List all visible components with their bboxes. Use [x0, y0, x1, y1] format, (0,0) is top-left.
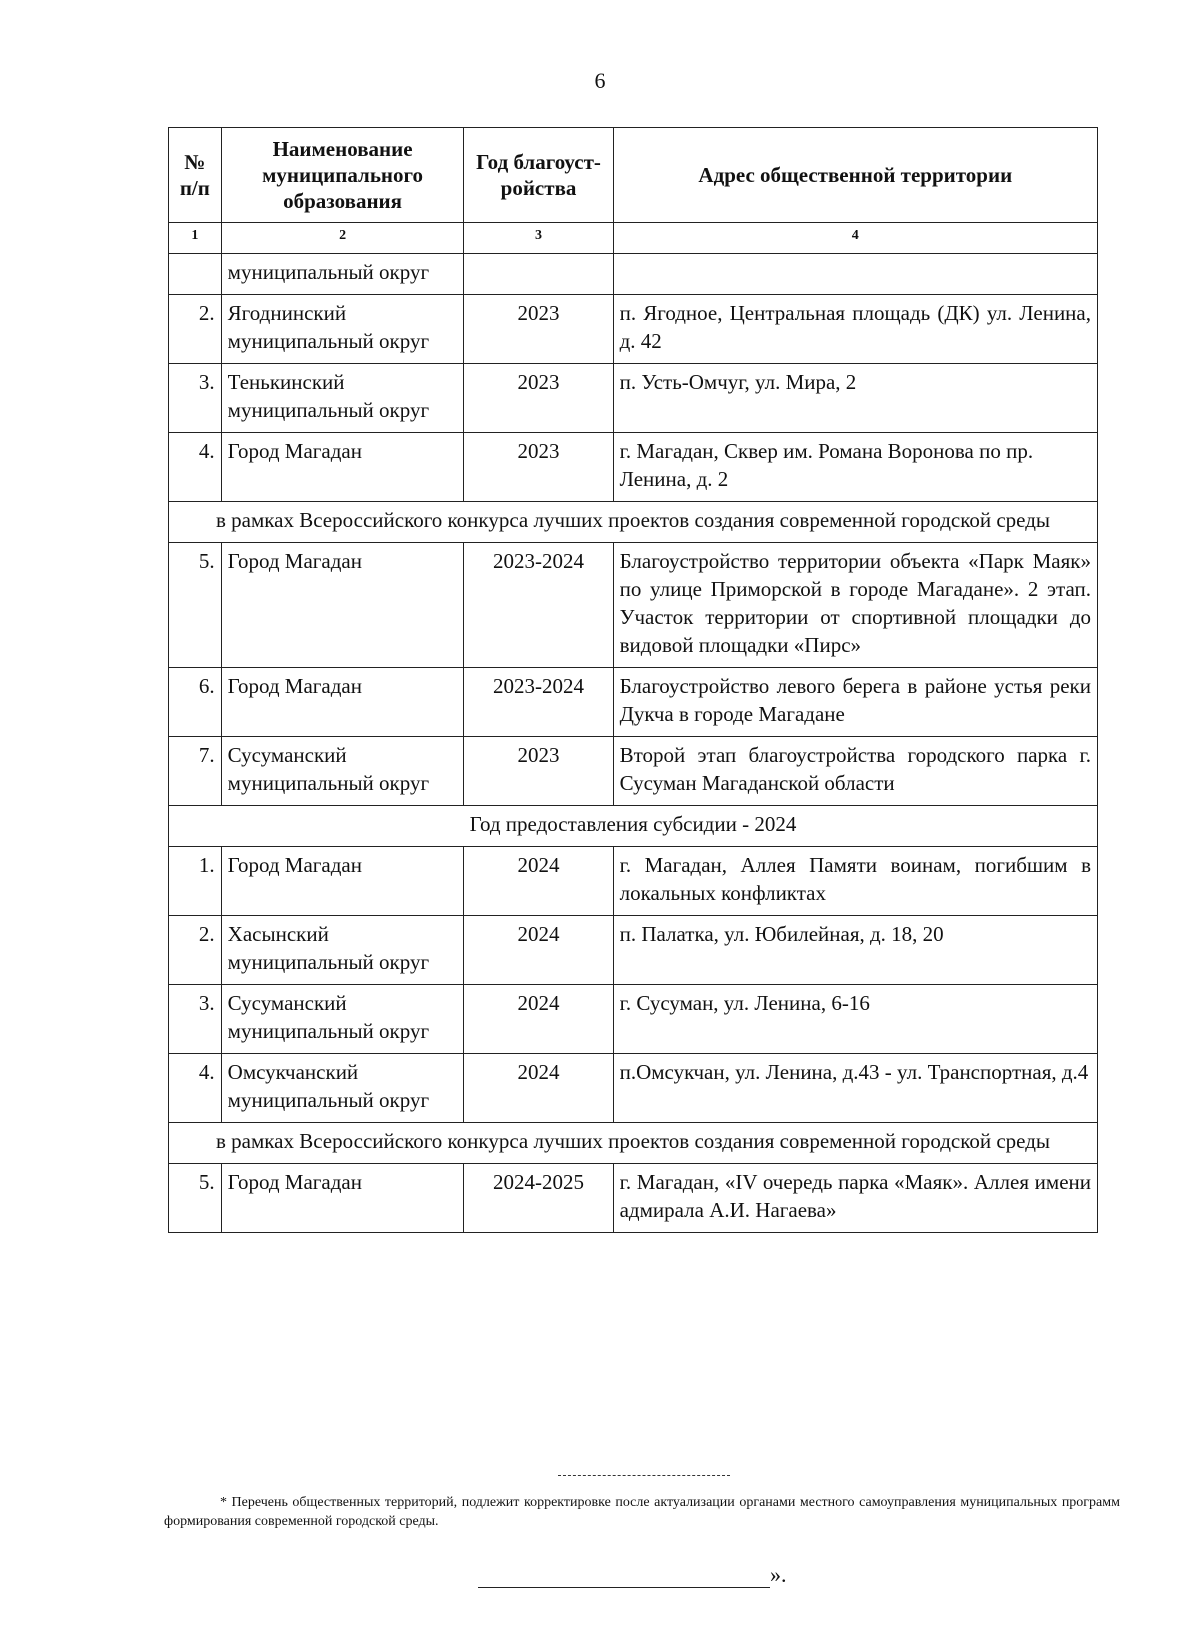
row-municipality: Город Магадан [221, 1164, 464, 1233]
row-number: 2. [169, 916, 222, 985]
row-address: п. Усть-Омчуг, ул. Мира, 2 [613, 364, 1097, 433]
row-number: 6. [169, 668, 222, 737]
row-number: 4. [169, 1054, 222, 1123]
table-row [169, 737, 1098, 806]
row-year [464, 254, 613, 295]
column-index: 1 [169, 223, 222, 254]
row-number: 2. [169, 295, 222, 364]
row-municipality: Сусуманский муниципальный округ [221, 737, 464, 806]
closing-mark [478, 1562, 787, 1588]
header-address: Адрес общественной территории [613, 128, 1097, 223]
row-number: 4. [169, 433, 222, 502]
row-municipality: Хасынский муниципальный округ [221, 916, 464, 985]
row-municipality: Город Магадан [221, 543, 464, 668]
row-address: г. Магадан, Сквер им. Романа Воронова по пр. Ленина, д. 2 [613, 433, 1097, 502]
row-municipality: Город Магадан [221, 847, 464, 916]
page-number: 6 [594, 68, 606, 93]
footnote-separator [558, 1475, 730, 1476]
row-year: 2024 [464, 1054, 613, 1123]
header-year: Год благоуст-ройства [464, 128, 613, 223]
row-address: п. Ягодное, Центральная площадь (ДК) ул. Ленина, д. 42 [613, 295, 1097, 364]
header-number: № п/п [169, 128, 222, 223]
row-address: Благоустройство левого берега в районе устья реки Дукча в городе Магадане [613, 668, 1097, 737]
column-index: 3 [464, 223, 613, 254]
row-address: г. Магадан, «IV очередь парка «Маяк». Аллея имени адмирала А.И. Нагаева» [613, 1164, 1097, 1233]
closing-quote: ». [770, 1562, 787, 1587]
row-year: 2023 [464, 737, 613, 806]
row-address: Благоустройство территории объекта «Парк Маяк» по улице Приморской в городе Магадане». 2 этап. Участок территории от спортивной площадки до видовой площадки «Пирс» [613, 543, 1097, 668]
header-municipality: Наименование муниципального образования [221, 128, 464, 223]
row-address: г. Магадан, Аллея Памяти воинам, погибшим в локальных конфликтах [613, 847, 1097, 916]
table-row [169, 1164, 1098, 1233]
row-municipality: Омсукчанский муниципальный округ [221, 1054, 464, 1123]
row-year: 2023 [464, 364, 613, 433]
row-municipality: муниципальный округ [221, 254, 464, 295]
row-number: 3. [169, 985, 222, 1054]
row-number: 5. [169, 543, 222, 668]
section-title: в рамках Всероссийского конкурса лучших проектов создания современной городской среды [169, 1123, 1098, 1164]
row-address: Второй этап благоустройства городского парка г. Сусуман Магаданской области [613, 737, 1097, 806]
row-number: 5. [169, 1164, 222, 1233]
row-year: 2023 [464, 433, 613, 502]
table-row [169, 543, 1098, 668]
territories-table [168, 127, 1098, 1233]
table-row [169, 295, 1098, 364]
section-title: в рамках Всероссийского конкурса лучших проектов создания современной городской среды [169, 502, 1098, 543]
table-row [169, 916, 1098, 985]
row-municipality: Город Магадан [221, 668, 464, 737]
row-number: 3. [169, 364, 222, 433]
row-address: п.Омсукчан, ул. Ленина, д.43 - ул. Транспортная, д.4 [613, 1054, 1097, 1123]
table-row [169, 847, 1098, 916]
row-number: 7. [169, 737, 222, 806]
signature-line [478, 1565, 770, 1588]
row-address: п. Палатка, ул. Юбилейная, д. 18, 20 [613, 916, 1097, 985]
footnote: * Перечень общественных территорий, подлежит корректировке после актуализации органами местного самоуправления муниципальных программ формирования современной городской среды. [164, 1495, 1120, 1529]
table-row [169, 254, 1098, 295]
row-municipality: Тенькинский муниципальный округ [221, 364, 464, 433]
row-number [169, 254, 222, 295]
row-municipality: Сусуманский муниципальный округ [221, 985, 464, 1054]
section-row-2024 [169, 806, 1098, 847]
row-year: 2024 [464, 847, 613, 916]
table-row [169, 1054, 1098, 1123]
row-year: 2024 [464, 985, 613, 1054]
row-year: 2024-2025 [464, 1164, 613, 1233]
row-year: 2023 [464, 295, 613, 364]
row-municipality: Ягоднинский муниципальный округ [221, 295, 464, 364]
column-index: 4 [613, 223, 1097, 254]
row-year: 2023-2024 [464, 668, 613, 737]
table-row [169, 364, 1098, 433]
section-row-contest [169, 502, 1098, 543]
row-address: г. Сусуман, ул. Ленина, 6-16 [613, 985, 1097, 1054]
row-municipality: Город Магадан [221, 433, 464, 502]
table-header [169, 128, 1098, 223]
row-address [613, 254, 1097, 295]
section-title: Год предоставления субсидии - 2024 [169, 806, 1098, 847]
column-index-row [169, 223, 1098, 254]
section-row-contest [169, 1123, 1098, 1164]
table-row [169, 433, 1098, 502]
row-year: 2024 [464, 916, 613, 985]
column-index: 2 [221, 223, 464, 254]
row-year: 2023-2024 [464, 543, 613, 668]
table-row [169, 985, 1098, 1054]
row-number: 1. [169, 847, 222, 916]
table-row [169, 668, 1098, 737]
